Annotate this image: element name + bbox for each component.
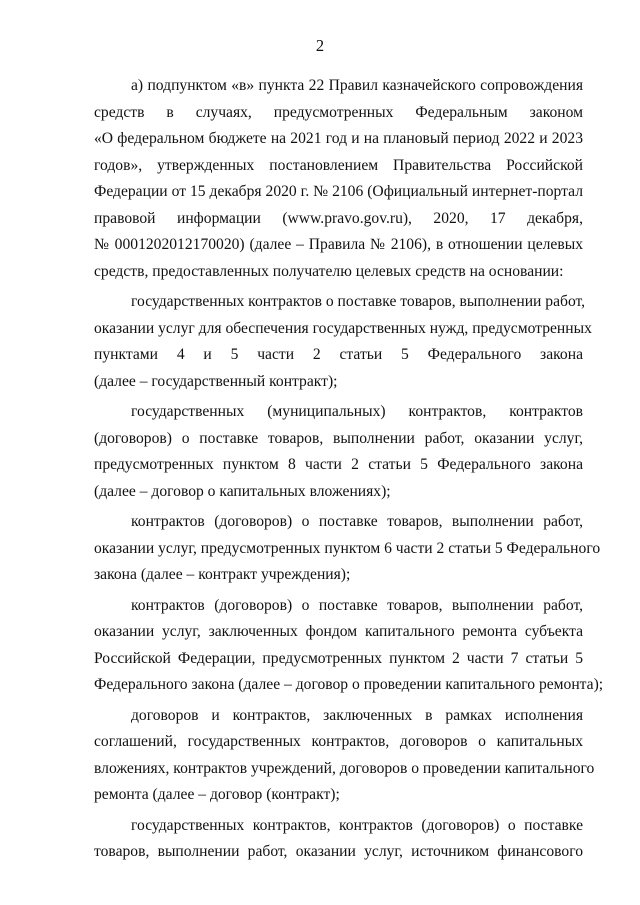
text-line: № 0001202012170020) (далее – Правила № 2106), в отношении целевых bbox=[94, 236, 583, 253]
paragraph-capital-repair bbox=[94, 593, 604, 699]
paragraph-agreements-contracts bbox=[94, 703, 595, 809]
paragraph-financing-source bbox=[94, 813, 583, 866]
text-line: закона (далее – контракт учреждения); bbox=[94, 566, 351, 583]
text-line: оказании услуг, предусмотренных пунктом 6 части 2 статьи 5 Федерального bbox=[94, 539, 601, 557]
paragraph-capital-investments bbox=[94, 399, 583, 505]
text-line: Федерации от 15 декабря 2020 г. № 2106 (Официальный интернет-портал bbox=[94, 183, 583, 200]
text-line: пунктами 4 и 5 части 2 статьи 5 Федерального закона bbox=[94, 346, 583, 363]
text-line: государственных (муниципальных) контрактов, контрактов bbox=[131, 403, 583, 420]
text-line: Федерального закона (далее – договор о проведении капитального ремонта); bbox=[94, 676, 604, 693]
text-line: оказании услуг, заключенных фондом капитального ремонта субъекта bbox=[94, 623, 583, 640]
text-line: контрактов (договоров) о поставке товаров, выполнении работ, bbox=[131, 596, 583, 614]
text-line: «О федеральном бюджете на 2021 год и на плановый период 2022 и 2023 bbox=[94, 130, 583, 147]
text-line: государственных контрактов, контрактов (договоров) о поставке bbox=[131, 816, 583, 834]
text-line: а) подпунктом «в» пункта 22 Правил казначейского сопровождения bbox=[131, 77, 583, 94]
text-line: товаров, выполнении работ, оказании услуг, источником финансового bbox=[94, 843, 583, 860]
text-line: (далее – договор о капитальных вложениях); bbox=[94, 482, 391, 500]
text-line: ремонта (далее – договор (контракт); bbox=[94, 786, 340, 803]
text-line: вложениях, контрактов учреждений, договоров о проведении капитального bbox=[94, 759, 595, 777]
text-line: годов», утвержденных постановлением Правительства Российской bbox=[94, 156, 583, 174]
paragraph-subclause-a bbox=[94, 73, 583, 285]
document-body bbox=[94, 73, 604, 870]
text-line: (далее – государственный контракт); bbox=[94, 372, 338, 390]
text-line: средств, предоставленных получателю целевых средств на основании: bbox=[94, 262, 564, 280]
text-line: Российской Федерации, предусмотренных пунктом 2 части 7 статьи 5 bbox=[94, 649, 583, 667]
text-line: оказании услуг для обеспечения государственных нужд, предусмотренных bbox=[94, 319, 592, 337]
text-line: государственных контрактов о поставке товаров, выполнении работ, bbox=[131, 293, 586, 310]
text-line: договоров и контрактов, заключенных в рамках исполнения bbox=[131, 706, 583, 724]
text-line: средств в случаях, предусмотренных Федеральным законом bbox=[94, 103, 583, 121]
text-line: предусмотренных пунктом 8 части 2 статьи 5 Федерального закона bbox=[94, 456, 583, 473]
text-line: правовой информации (www.pravo.gov.ru), 2020, 17 декабря, bbox=[94, 209, 583, 227]
text-line: соглашений, государственных контрактов, договоров о капитальных bbox=[94, 733, 583, 750]
page-number: 2 bbox=[315, 36, 325, 55]
paragraph-institution-contract bbox=[94, 509, 601, 589]
paragraph-state-contracts bbox=[94, 289, 592, 395]
text-line: (договоров) о поставке товаров, выполнении работ, оказании услуг, bbox=[94, 429, 583, 447]
text-line: контрактов (договоров) о поставке товаров, выполнении работ, bbox=[131, 513, 583, 530]
